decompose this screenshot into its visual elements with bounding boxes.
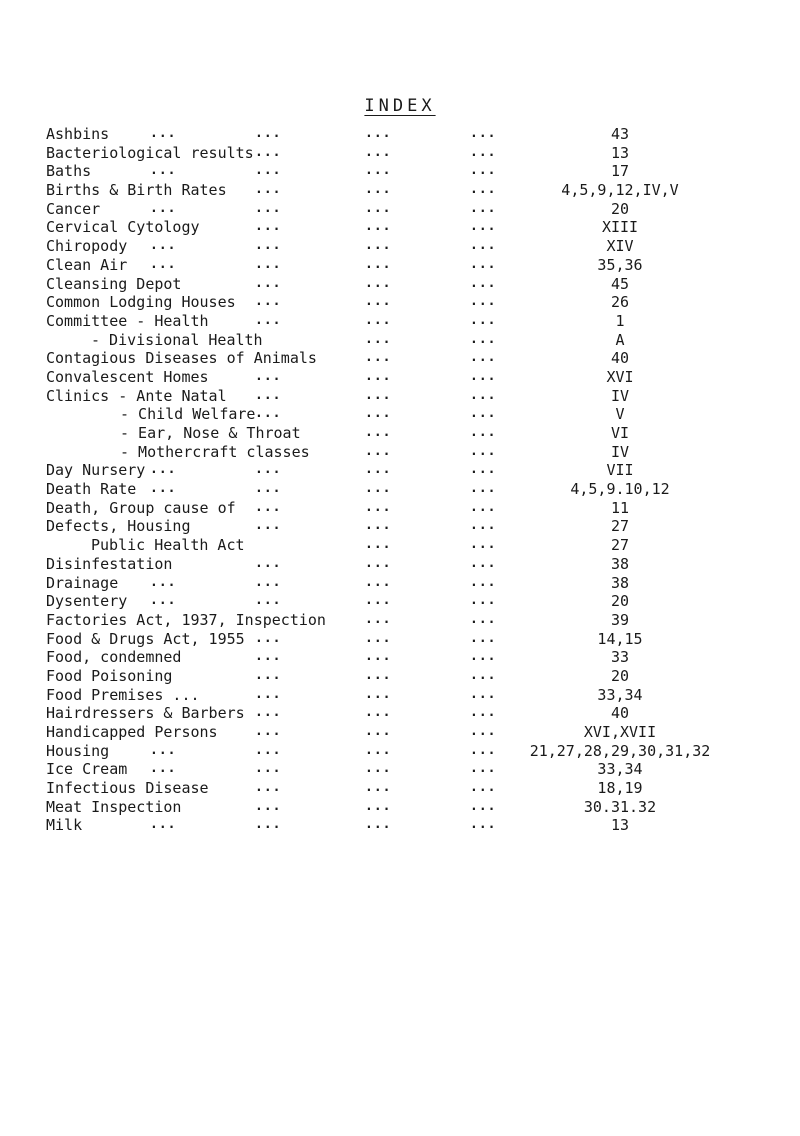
index-entry bbox=[0, 517, 800, 536]
dot-leader: ... bbox=[255, 163, 282, 179]
index-entry bbox=[0, 816, 800, 835]
index-entry bbox=[0, 387, 800, 406]
index-term: Death, Group cause of bbox=[46, 498, 236, 517]
dot-leader: ... bbox=[255, 686, 282, 702]
index-page-ref: 27 bbox=[610, 517, 630, 536]
dot-leader: ... bbox=[255, 275, 282, 291]
dot-leader: ... bbox=[470, 294, 497, 310]
dot-leader: ... bbox=[470, 462, 497, 478]
index-term: Food Poisoning bbox=[46, 666, 173, 685]
index-page-ref: 30.31.32 bbox=[583, 797, 657, 816]
dot-leader: ... bbox=[365, 780, 392, 796]
index-page-ref: 40 bbox=[610, 704, 630, 723]
dot-leader: ... bbox=[255, 574, 282, 590]
dot-leader: ... bbox=[365, 406, 392, 422]
dot-leader: ... bbox=[255, 705, 282, 721]
index-entry bbox=[0, 704, 800, 723]
dot-leader: ... bbox=[365, 200, 392, 216]
dot-leader: ... bbox=[470, 649, 497, 665]
index-entry bbox=[0, 368, 800, 387]
index-entry bbox=[0, 499, 800, 518]
dot-leader: ... bbox=[470, 518, 497, 534]
dot-leader: ... bbox=[255, 499, 282, 515]
index-page-ref: 18,19 bbox=[597, 779, 643, 798]
index-term: Bacteriological results bbox=[46, 143, 254, 162]
index-page-ref: A bbox=[615, 330, 625, 349]
index-page-ref: 43 bbox=[610, 125, 630, 143]
dot-leader: ... bbox=[365, 368, 392, 384]
dot-leader: ... bbox=[150, 574, 177, 590]
dot-leader: ... bbox=[255, 219, 282, 235]
index-term: Food & Drugs Act, 1955 bbox=[46, 629, 245, 648]
index-term: Death Rate bbox=[46, 480, 137, 499]
dot-leader: ... bbox=[150, 761, 177, 777]
index-term: - Ear, Nose & Throat bbox=[120, 424, 301, 442]
index-page-ref: 40 bbox=[610, 349, 630, 368]
index-term: - Child Welfare bbox=[120, 405, 256, 424]
index-entry bbox=[0, 218, 800, 237]
dot-leader: ... bbox=[365, 724, 392, 739]
index-entry bbox=[0, 200, 800, 219]
dot-leader: ... bbox=[365, 798, 392, 814]
dot-leader: ... bbox=[255, 462, 282, 478]
index-page-ref: 11 bbox=[610, 498, 630, 517]
dot-leader: ... bbox=[365, 182, 392, 198]
index-entry bbox=[0, 742, 800, 761]
dot-leader: ... bbox=[470, 219, 497, 235]
dot-leader: ... bbox=[470, 238, 497, 254]
dot-leader: ... bbox=[365, 331, 392, 347]
dot-leader: ... bbox=[255, 798, 282, 814]
dot-leader: ... bbox=[470, 742, 497, 758]
dot-leader: ... bbox=[150, 238, 177, 254]
dot-leader: ... bbox=[470, 761, 497, 777]
dot-leader: ... bbox=[255, 368, 282, 384]
index-entry bbox=[0, 536, 800, 555]
index-term: Cleansing Depot bbox=[46, 274, 182, 293]
index-page-ref: 38 bbox=[610, 573, 630, 592]
index-entry bbox=[0, 630, 800, 649]
dot-leader: ... bbox=[470, 163, 497, 179]
index-page-ref: 20 bbox=[610, 666, 630, 685]
index-entry bbox=[0, 312, 800, 331]
dot-leader: ... bbox=[255, 817, 282, 833]
dot-leader: ... bbox=[365, 462, 392, 478]
dot-leader: ... bbox=[365, 219, 392, 235]
index-term: Milk bbox=[46, 816, 83, 835]
dot-leader: ... bbox=[470, 256, 497, 272]
index-entry bbox=[0, 256, 800, 275]
dot-leader: ... bbox=[470, 200, 497, 216]
index-term: Committee - Health bbox=[46, 311, 209, 330]
dot-leader: ... bbox=[365, 275, 392, 291]
dot-leader: ... bbox=[365, 144, 392, 160]
dot-leader: ... bbox=[470, 537, 497, 553]
dot-leader: ... bbox=[255, 294, 282, 310]
dot-leader: ... bbox=[365, 312, 392, 328]
dot-leader: ... bbox=[255, 555, 282, 571]
index-term: Ice Cream bbox=[46, 760, 128, 779]
index-page-ref: 33,34 bbox=[597, 760, 643, 779]
dot-leader: ... bbox=[150, 163, 177, 179]
index-term: Cervical Cytology bbox=[46, 218, 200, 237]
dot-leader: ... bbox=[365, 294, 392, 310]
dot-leader: ... bbox=[150, 256, 177, 272]
dot-leader: ... bbox=[255, 312, 282, 328]
index-term: Births & Birth Rates bbox=[46, 181, 227, 200]
dot-leader: ... bbox=[150, 481, 177, 497]
index-term: Defects, Housing bbox=[46, 517, 191, 536]
dot-leader: ... bbox=[255, 593, 282, 609]
index-entry-list bbox=[0, 125, 800, 835]
index-page-ref: 38 bbox=[610, 554, 630, 573]
index-term: Contagious Diseases of Animals bbox=[46, 349, 317, 368]
index-page-ref: XVI,XVII bbox=[583, 723, 657, 741]
index-page-ref: 35,36 bbox=[597, 255, 643, 274]
dot-leader: ... bbox=[255, 667, 282, 683]
dot-leader: ... bbox=[365, 611, 392, 627]
dot-leader: ... bbox=[365, 481, 392, 497]
dot-leader: ... bbox=[365, 817, 392, 833]
index-term: Ashbins bbox=[46, 125, 110, 143]
dot-leader: ... bbox=[150, 126, 177, 141]
dot-leader: ... bbox=[470, 817, 497, 833]
index-page-ref: 45 bbox=[610, 274, 630, 293]
index-entry bbox=[0, 611, 800, 630]
index-entry bbox=[0, 760, 800, 779]
index-page-ref: 1 bbox=[615, 311, 625, 330]
index-entry bbox=[0, 779, 800, 798]
index-entry bbox=[0, 275, 800, 294]
index-page-ref: 33 bbox=[610, 648, 630, 667]
index-term: Clinics - Ante Natal bbox=[46, 386, 227, 405]
index-term: Clean Air bbox=[46, 255, 128, 274]
index-term: Food, condemned bbox=[46, 648, 182, 667]
index-page-ref: XVI bbox=[606, 367, 634, 386]
index-entry bbox=[0, 443, 800, 462]
index-entry bbox=[0, 592, 800, 611]
dot-leaders bbox=[0, 574, 800, 593]
dot-leader: ... bbox=[365, 742, 392, 758]
dot-leader: ... bbox=[150, 817, 177, 833]
dot-leader: ... bbox=[365, 705, 392, 721]
index-entry bbox=[0, 349, 800, 368]
dot-leader: ... bbox=[255, 630, 282, 646]
index-term: Baths bbox=[46, 162, 92, 181]
index-title bbox=[0, 96, 800, 116]
index-entry bbox=[0, 723, 800, 742]
dot-leader: ... bbox=[255, 406, 282, 422]
dot-leader: ... bbox=[470, 686, 497, 702]
index-term: Common Lodging Houses bbox=[46, 293, 236, 312]
dot-leader: ... bbox=[365, 593, 392, 609]
dot-leader: ... bbox=[470, 425, 497, 440]
index-entry bbox=[0, 293, 800, 312]
index-title-text: INDEX bbox=[364, 96, 436, 116]
dot-leader: ... bbox=[365, 630, 392, 646]
dot-leader: ... bbox=[255, 724, 282, 739]
dot-leader: ... bbox=[255, 238, 282, 254]
index-page-ref: 4,5,9.10,12 bbox=[570, 480, 670, 499]
index-page-ref: 33,34 bbox=[597, 685, 643, 704]
dot-leader: ... bbox=[470, 574, 497, 590]
dot-leader: ... bbox=[365, 686, 392, 702]
index-entry bbox=[0, 331, 800, 350]
dot-leader: ... bbox=[365, 667, 392, 683]
index-term: Disinfestation bbox=[46, 554, 173, 573]
index-page-ref: 4,5,9,12,IV,V bbox=[561, 181, 679, 200]
dot-leaders bbox=[0, 816, 800, 835]
index-term: Housing bbox=[46, 741, 110, 760]
index-page-ref: VII bbox=[606, 461, 634, 480]
index-entry bbox=[0, 480, 800, 499]
dot-leader: ... bbox=[150, 742, 177, 758]
dot-leader: ... bbox=[470, 182, 497, 198]
dot-leader: ... bbox=[255, 649, 282, 665]
index-term: Cancer bbox=[46, 199, 101, 218]
index-page-ref: 13 bbox=[610, 143, 630, 162]
index-entry bbox=[0, 555, 800, 574]
dot-leader: ... bbox=[470, 780, 497, 796]
index-entry bbox=[0, 574, 800, 593]
index-term: - Divisional Health bbox=[91, 330, 263, 349]
index-term: Drainage bbox=[46, 573, 119, 592]
index-page-ref: IV bbox=[610, 386, 630, 405]
index-page-ref: XIV bbox=[606, 237, 634, 256]
dot-leader: ... bbox=[365, 238, 392, 254]
dot-leader: ... bbox=[365, 425, 392, 440]
dot-leader: ... bbox=[255, 126, 282, 141]
dot-leader: ... bbox=[365, 256, 392, 272]
dot-leader: ... bbox=[470, 406, 497, 422]
index-page-ref: 14,15 bbox=[597, 629, 643, 648]
dot-leader: ... bbox=[150, 462, 177, 478]
index-page-ref: 26 bbox=[610, 293, 630, 312]
dot-leader: ... bbox=[470, 481, 497, 497]
dot-leader: ... bbox=[255, 761, 282, 777]
index-term: Meat Inspection bbox=[46, 797, 182, 816]
dot-leader: ... bbox=[365, 555, 392, 571]
index-term: Convalescent Homes bbox=[46, 367, 209, 386]
dot-leader: ... bbox=[470, 705, 497, 721]
index-entry bbox=[0, 181, 800, 200]
dot-leader: ... bbox=[365, 574, 392, 590]
index-page-ref: 21,27,28,29,30,31,32 bbox=[529, 741, 711, 760]
dot-leaders bbox=[0, 125, 800, 144]
dot-leader: ... bbox=[470, 611, 497, 627]
dot-leader: ... bbox=[470, 798, 497, 814]
dot-leader: ... bbox=[255, 256, 282, 272]
index-page-ref: IV bbox=[610, 442, 630, 461]
index-term: Handicapped Persons bbox=[46, 723, 218, 741]
dot-leader: ... bbox=[470, 331, 497, 347]
index-entry bbox=[0, 686, 800, 705]
index-page-ref: XIII bbox=[601, 218, 639, 237]
dot-leader: ... bbox=[255, 387, 282, 403]
dot-leader: ... bbox=[470, 126, 497, 141]
dot-leader: ... bbox=[365, 537, 392, 553]
dot-leader: ... bbox=[470, 387, 497, 403]
dot-leader: ... bbox=[470, 499, 497, 515]
dot-leaders bbox=[0, 162, 800, 181]
index-entry bbox=[0, 648, 800, 667]
dot-leader: ... bbox=[255, 742, 282, 758]
index-term: - Mothercraft classes bbox=[120, 442, 310, 461]
dot-leader: ... bbox=[365, 387, 392, 403]
index-entry bbox=[0, 424, 800, 443]
index-term: Hairdressers & Barbers bbox=[46, 704, 245, 723]
index-term: Chiropody bbox=[46, 237, 128, 256]
index-page-ref: V bbox=[615, 405, 625, 424]
index-term: Food Premises ... bbox=[46, 685, 200, 704]
index-entry bbox=[0, 162, 800, 181]
dot-leader: ... bbox=[255, 182, 282, 198]
dot-leader: ... bbox=[470, 724, 497, 739]
dot-leader: ... bbox=[470, 555, 497, 571]
dot-leader: ... bbox=[365, 126, 392, 141]
dot-leader: ... bbox=[470, 368, 497, 384]
dot-leader: ... bbox=[470, 350, 497, 366]
index-term: Factories Act, 1937, Inspection bbox=[46, 610, 326, 629]
index-entry bbox=[0, 461, 800, 480]
index-term: Public Health Act bbox=[91, 536, 245, 555]
index-entry bbox=[0, 667, 800, 686]
dot-leader: ... bbox=[470, 667, 497, 683]
index-page-ref: VI bbox=[610, 424, 630, 442]
index-entry bbox=[0, 237, 800, 256]
dot-leaders bbox=[0, 200, 800, 219]
dot-leader: ... bbox=[365, 649, 392, 665]
dot-leader: ... bbox=[150, 593, 177, 609]
dot-leader: ... bbox=[255, 144, 282, 160]
index-page-ref: 13 bbox=[610, 816, 630, 835]
dot-leader: ... bbox=[470, 443, 497, 459]
index-page-ref: 27 bbox=[610, 536, 630, 555]
dot-leader: ... bbox=[470, 275, 497, 291]
index-term: Infectious Disease bbox=[46, 779, 209, 798]
dot-leader: ... bbox=[470, 593, 497, 609]
index-term: Dysentery bbox=[46, 592, 128, 611]
index-term: Day Nursery bbox=[46, 461, 146, 480]
dot-leader: ... bbox=[365, 443, 392, 459]
dot-leader: ... bbox=[255, 780, 282, 796]
index-page-ref: 39 bbox=[610, 610, 630, 629]
dot-leader: ... bbox=[470, 144, 497, 160]
index-page-ref: 17 bbox=[610, 162, 630, 181]
index-entry bbox=[0, 144, 800, 163]
dot-leader: ... bbox=[365, 761, 392, 777]
index-page-ref: 20 bbox=[610, 592, 630, 611]
index-page-ref: 20 bbox=[610, 199, 630, 218]
index-entry bbox=[0, 798, 800, 817]
index-entry bbox=[0, 125, 800, 144]
dot-leader: ... bbox=[365, 518, 392, 534]
index-entry bbox=[0, 405, 800, 424]
dot-leader: ... bbox=[365, 350, 392, 366]
dot-leader: ... bbox=[255, 518, 282, 534]
dot-leader: ... bbox=[255, 200, 282, 216]
dot-leader: ... bbox=[365, 163, 392, 179]
dot-leader: ... bbox=[255, 481, 282, 497]
dot-leader: ... bbox=[470, 630, 497, 646]
dot-leader: ... bbox=[470, 312, 497, 328]
dot-leader: ... bbox=[150, 200, 177, 216]
dot-leader: ... bbox=[365, 499, 392, 515]
